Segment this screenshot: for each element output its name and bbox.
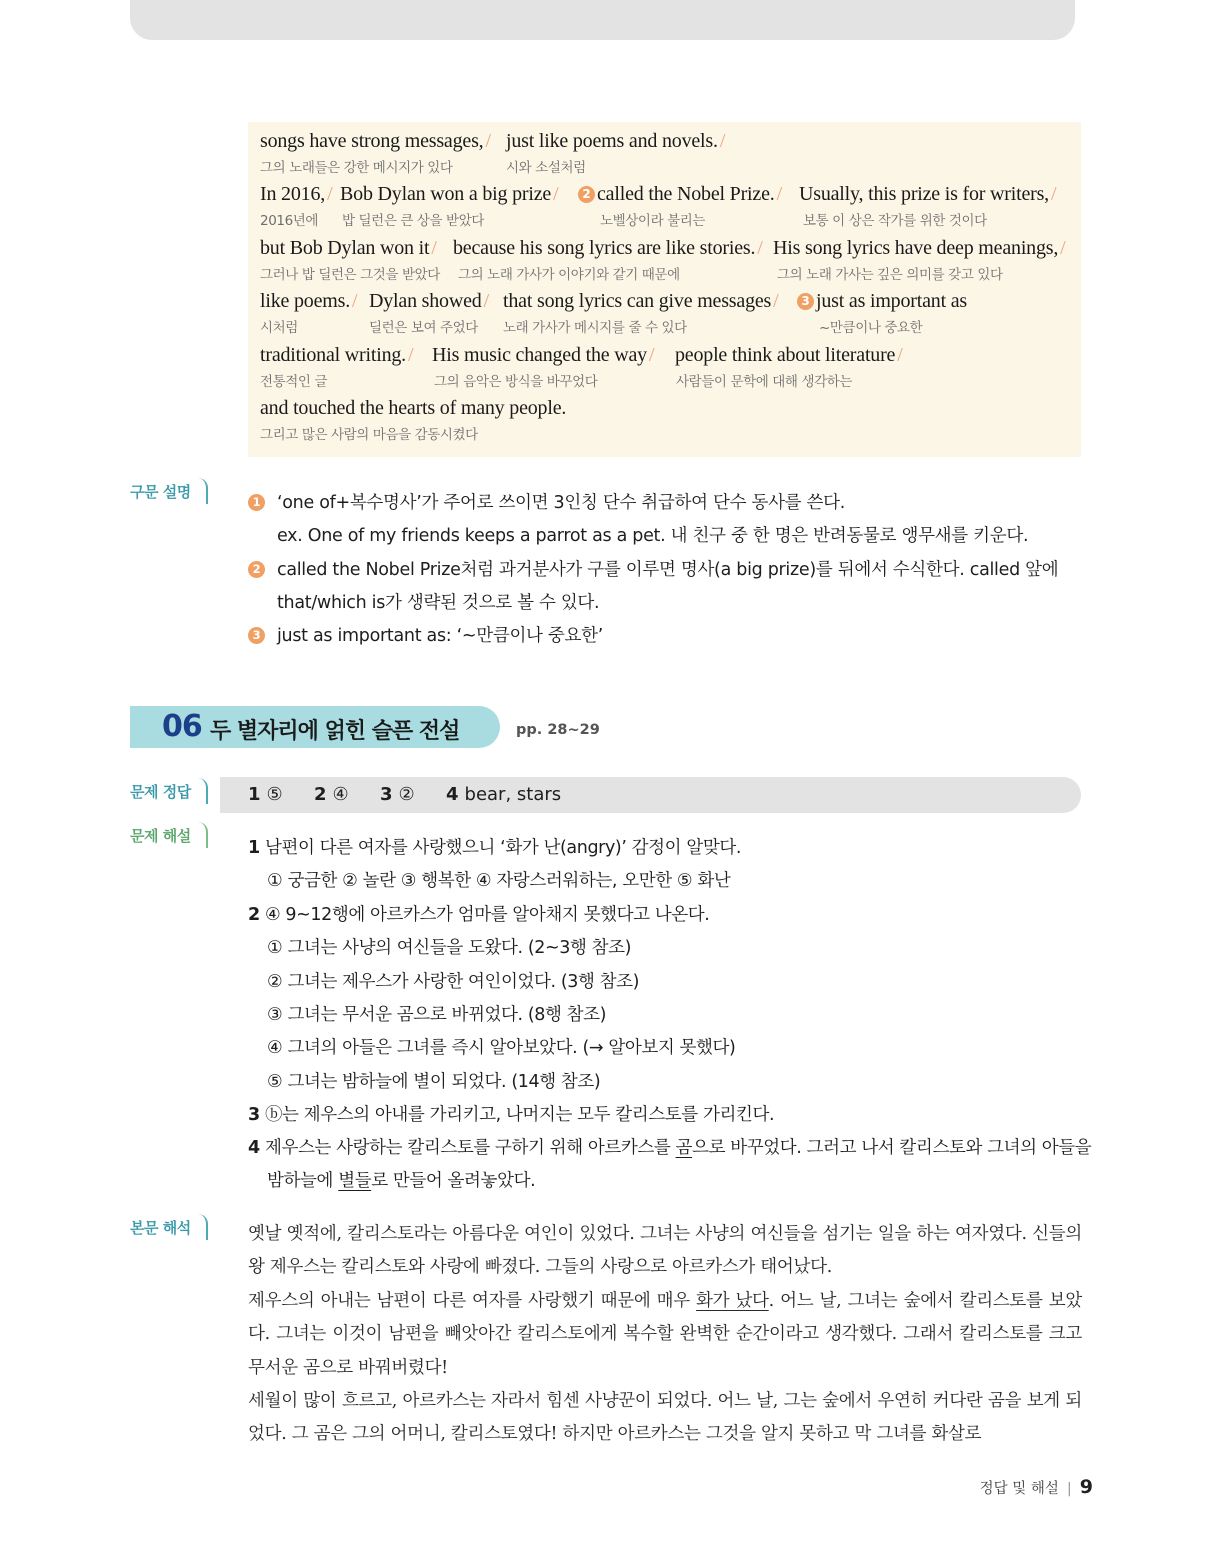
answer-4: 4 bear, stars: [446, 784, 562, 805]
explanation-option: ③ 그녀는 무서운 곰으로 바뀌었다. (8행 참조): [267, 1005, 607, 1025]
korean-gloss: 보통 이 상은 작가를 위한 것이다: [803, 213, 987, 230]
number-3-icon: 3: [248, 627, 265, 644]
phrase-divider: /: [719, 130, 726, 152]
korean-gloss: 시와 소설처럼: [506, 160, 586, 176]
korean-gloss: 2016년에: [260, 213, 319, 230]
phrase-divider: /: [483, 290, 489, 313]
footer-separator: |: [1066, 1481, 1072, 1497]
number-1-icon: 1: [248, 494, 265, 511]
english-phrase: Bob Dylan won a big prize /: [340, 183, 559, 206]
korean-gloss: 그러나 밥 딜런은 그것을 받았다: [260, 266, 440, 283]
explanation-q4: 4 제우스는 사랑하는 칼리스토를 구하기 위해 아르카스를 곰으로 바꾸었다. 그러고 나서 칼리스토와 그녀의 아들을: [248, 1138, 1092, 1158]
english-phrase: His music changed the way /: [432, 343, 655, 366]
phrase-divider: /: [407, 343, 414, 366]
syntax-item-2-cont: that/which is가 생략된 것으로 볼 수 있다.: [277, 593, 600, 613]
english-phrase: people think about literature /: [675, 343, 903, 366]
translation-line: [260, 237, 1069, 290]
syntax-item-1: 1 ‘one of+복수명사’가 주어로 쓰이면 3인칭 단수 취급하여 단수 동사를 쓴다.: [248, 489, 845, 514]
translation-line: [260, 183, 1069, 236]
korean-gloss: 전통적인 글: [260, 373, 328, 390]
english-phrase: Usually, this prize is for writers, /: [799, 183, 1057, 206]
explanation-q4-cont: 밤하늘에 별들로 만들어 올려놓았다.: [267, 1171, 536, 1191]
english-phrase: because his song lyrics are like stories. /: [453, 236, 763, 259]
answer-bar: [220, 777, 1081, 813]
korean-gloss: 밥 딜런은 큰 상을 받았다: [342, 213, 484, 230]
body-paragraph-3: 세월이 많이 흐르고, 아르카스는 자라서 힘센 사냥꾼이 되었다. 어느 날, 그는 숲에서 우연히 커다란 곰을 보게 되었다. 그 곰은 그의 어머니, 칼리스토였다! 하지만 아르카스는 그것을 알지 못하고 막 그녀를 화살로: [248, 1391, 1082, 1445]
explanation-q1: 1 남편이 다른 여자를 사랑했으니 ‘화가 난(angry)’ 감정이 알맞다.: [248, 838, 742, 858]
number-3-icon: 3: [797, 293, 814, 310]
translation-line: [260, 130, 1069, 183]
section-title: 두 별자리에 얽힌 슬픈 전설: [210, 719, 460, 744]
syntax-item-1-example: ex. One of my friends keeps a parrot as a pet. 내 친구 중 한 명은 반려동물로 앵무새를 키운다.: [277, 526, 1029, 546]
section-number: 06: [162, 709, 202, 744]
body-paragraph-2: 제우스의 아내는 남편이 다른 여자를 사랑했기 때문에 매우 화가 났다. 어느 날, 그녀는 숲에서 칼리스토를 보았다. 그녀는 이것이 남편을 빼앗아간 칼리스토에게 복수할 완벽한 순간이라고 생각했다. 그래서 칼리스토를 크고 무서운 곰으로 바꿔버렸다!: [248, 1291, 1083, 1378]
page-number: 9: [1079, 1476, 1093, 1498]
korean-gloss: ~만큼이나 중요한: [819, 320, 923, 337]
answers-label: 문제 정답: [130, 778, 208, 804]
english-phrase: His song lyrics have deep meanings, /: [773, 236, 1066, 259]
explanation-option: ① 그녀는 사냥의 여신들을 도왔다. (2~3행 참조): [267, 938, 632, 959]
translation-line: [260, 397, 1069, 450]
explanation-option: ④ 그녀의 아들은 그녀를 즉시 알아보았다. (→ 알아보지 못했다): [267, 1038, 736, 1059]
korean-gloss: 노래 가사가 메시지를 줄 수 있다: [503, 320, 687, 337]
phrase-divider: /: [352, 290, 358, 313]
phrase-divider: /: [431, 236, 437, 259]
korean-gloss: 그의 노래들은 강한 메시지가 있다: [260, 160, 453, 176]
top-header-bar: [130, 0, 1075, 40]
english-phrase: Dylan showed /: [369, 290, 489, 313]
body-translation-label: 본문 해석: [130, 1214, 208, 1240]
korean-gloss: 노벨상이라 불리는: [600, 213, 706, 230]
body-paragraph-1: 옛날 옛적에, 칼리스토라는 아름다운 여인이 있었다. 그녀는 사냥의 여신들을 섬기는 일을 하는 여자였다. 신들의 왕 제우스는 칼리스토와 사랑에 빠졌다. 그들의 사랑으로 아르카스가 태어났다.: [248, 1224, 1082, 1278]
english-phrase: but Bob Dylan won it /: [260, 236, 437, 259]
translation-line: [260, 344, 1069, 397]
phrase-divider: /: [776, 183, 782, 206]
syntax-item-3: 3 just as important as: ‘~만큼이나 중요한’: [248, 622, 603, 647]
explanation-option: ② 그녀는 제우스가 사랑한 여인이었다. (3행 참조): [267, 971, 640, 992]
korean-gloss: 딜런은 보여 주었다: [369, 320, 478, 337]
korean-gloss: 그의 노래 가사는 깊은 의미를 갖고 있다: [777, 266, 1003, 283]
english-phrase: and touched the hearts of many people.: [260, 396, 567, 419]
english-phrase: that song lyrics can give messages /: [503, 290, 779, 313]
phrase-divider: /: [1060, 236, 1066, 259]
answer-2: 2 ④: [314, 784, 349, 805]
translation-line: [260, 290, 1069, 343]
phrase-divider: /: [485, 130, 491, 152]
footer-label: 정답 및 해설: [979, 1481, 1059, 1497]
english-phrase: traditional writing. /: [260, 343, 414, 366]
english-phrase: just like poems and novels. /: [506, 130, 726, 152]
english-phrase: In 2016, /: [260, 183, 333, 206]
section-pages: pp. 28~29: [516, 722, 600, 738]
section-header: [130, 706, 500, 748]
explanation-q2: 2 ④ 9~12행에 아르카스가 엄마를 알아채지 못했다고 나온다.: [248, 904, 710, 925]
korean-gloss: 그의 노래 가사가 이야기와 같기 때문에: [458, 266, 680, 283]
syntax-item-2: 2 called the Nobel Prize처럼 과거분사가 구를 이루면 명사(a big prize)를 뒤에서 수식한다. called 앞에: [248, 556, 1058, 581]
phrase-divider: /: [897, 343, 903, 366]
answer-1: 1 ⑤: [248, 784, 283, 805]
syntax-label: 구문 설명: [130, 478, 208, 504]
phrase-divider: /: [1050, 183, 1057, 206]
english-phrase: like poems. /: [260, 290, 358, 313]
korean-gloss: 그의 음악은 방식을 바꾸었다: [434, 373, 598, 390]
korean-gloss: 시처럼: [260, 320, 298, 337]
phrase-divider: /: [553, 183, 559, 206]
number-2-icon: 2: [578, 186, 595, 203]
phrase-divider: /: [327, 183, 333, 206]
explanation-option: ⑤ 그녀는 밤하늘에 별이 되었다. (14행 참조): [267, 1071, 601, 1092]
phrase-divider: /: [773, 290, 779, 313]
answer-3: 3 ②: [380, 784, 415, 805]
korean-gloss: 사람들이 문학에 대해 생각하는: [676, 373, 853, 390]
phrase-divider: /: [757, 236, 763, 259]
explanation-option: ① 궁금한 ② 놀란 ③ 행복한 ④ 자랑스러워하는, 오만한 ⑤ 화난: [267, 871, 731, 892]
english-phrase: 2 called the Nobel Prize. /: [578, 183, 784, 206]
number-2-icon: 2: [248, 561, 265, 578]
english-phrase: songs have strong messages, /: [260, 130, 491, 152]
page-footer: [980, 1476, 1093, 1498]
explanation-label: 문제 해설: [130, 822, 208, 848]
korean-gloss: 그리고 많은 사람의 마음을 감동시켰다: [260, 426, 478, 443]
phrase-translation-box: [248, 122, 1081, 457]
english-phrase: 3 just as important as: [797, 290, 967, 313]
phrase-divider: /: [648, 343, 655, 366]
explanation-q3: 3 ⓑ는 제우스의 아내를 가리키고, 나머지는 모두 칼리스토를 가리킨다.: [248, 1105, 775, 1126]
